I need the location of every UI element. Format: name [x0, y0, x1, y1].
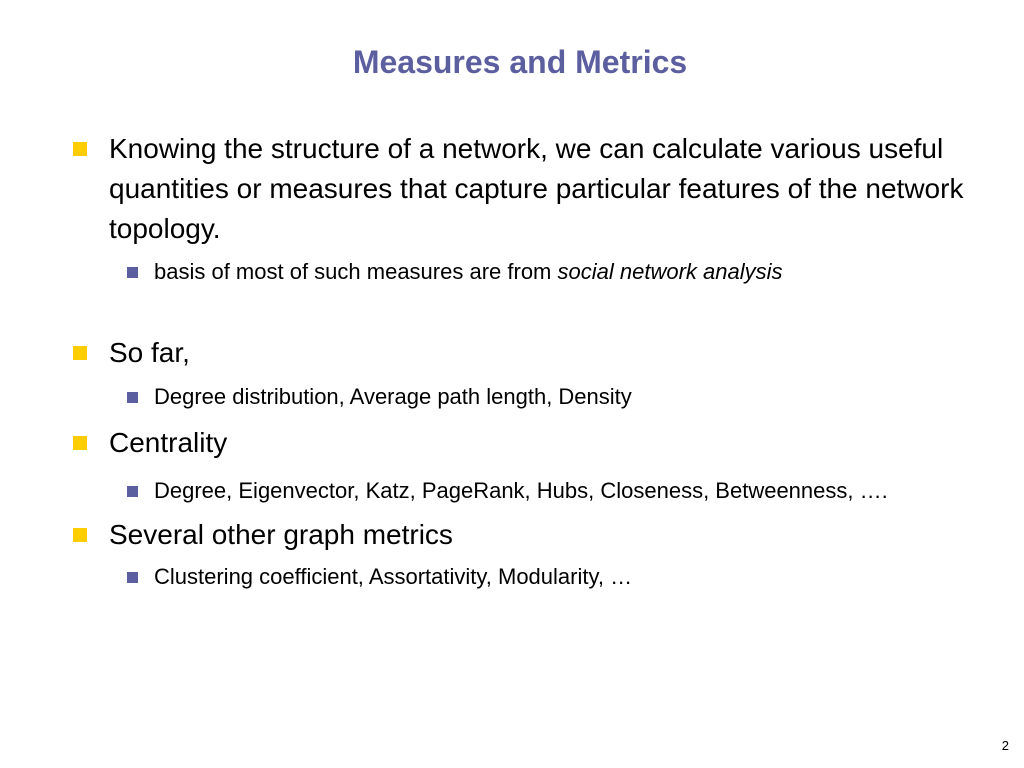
sub-bullet-item-basis: [72, 256, 992, 288]
bullet-item-centrality: [72, 423, 992, 463]
sub-bullet-item-clustering: [72, 561, 992, 593]
square-bullet-icon: [73, 142, 87, 156]
square-bullet-icon: [73, 528, 87, 542]
square-bullet-icon: [73, 346, 87, 360]
square-bullet-icon: [127, 267, 138, 278]
sub-bullet-item-centrality-types: [72, 475, 992, 507]
sub-bullet-item-degree-distribution: [72, 381, 992, 413]
sub-bullet-text: Degree distribution, Average path length, Density: [154, 384, 632, 409]
square-bullet-icon: [127, 392, 138, 403]
square-bullet-icon: [127, 486, 138, 497]
bullet-item-graph-metrics: [72, 515, 992, 555]
slide-title: Measures and Metrics: [352, 44, 688, 80]
sub-bullet-text: Degree, Eigenvector, Katz, PageRank, Hubs, Closeness, Betweenness, ….: [154, 478, 888, 503]
bullet-text: Several other graph metrics: [109, 519, 453, 550]
bullet-item-structure: [72, 129, 992, 249]
square-bullet-icon: [73, 436, 87, 450]
bullet-text: Knowing the structure of a network, we can calculate various useful quantities or measures that capture particular features of the network topology.: [109, 133, 964, 244]
sub-bullet-text: Clustering coefficient, Assortativity, Modularity, …: [154, 564, 633, 589]
bullet-text: Centrality: [109, 427, 228, 458]
sub-bullet-text: basis of most of such measures are from: [154, 259, 558, 284]
bullet-item-so-far: [72, 333, 992, 373]
bullet-list: [72, 129, 992, 593]
square-bullet-icon: [127, 572, 138, 583]
sub-bullet-emphasis: social network analysis: [557, 259, 783, 284]
page-number: 2: [1001, 738, 1009, 753]
bullet-text: So far,: [109, 337, 190, 368]
